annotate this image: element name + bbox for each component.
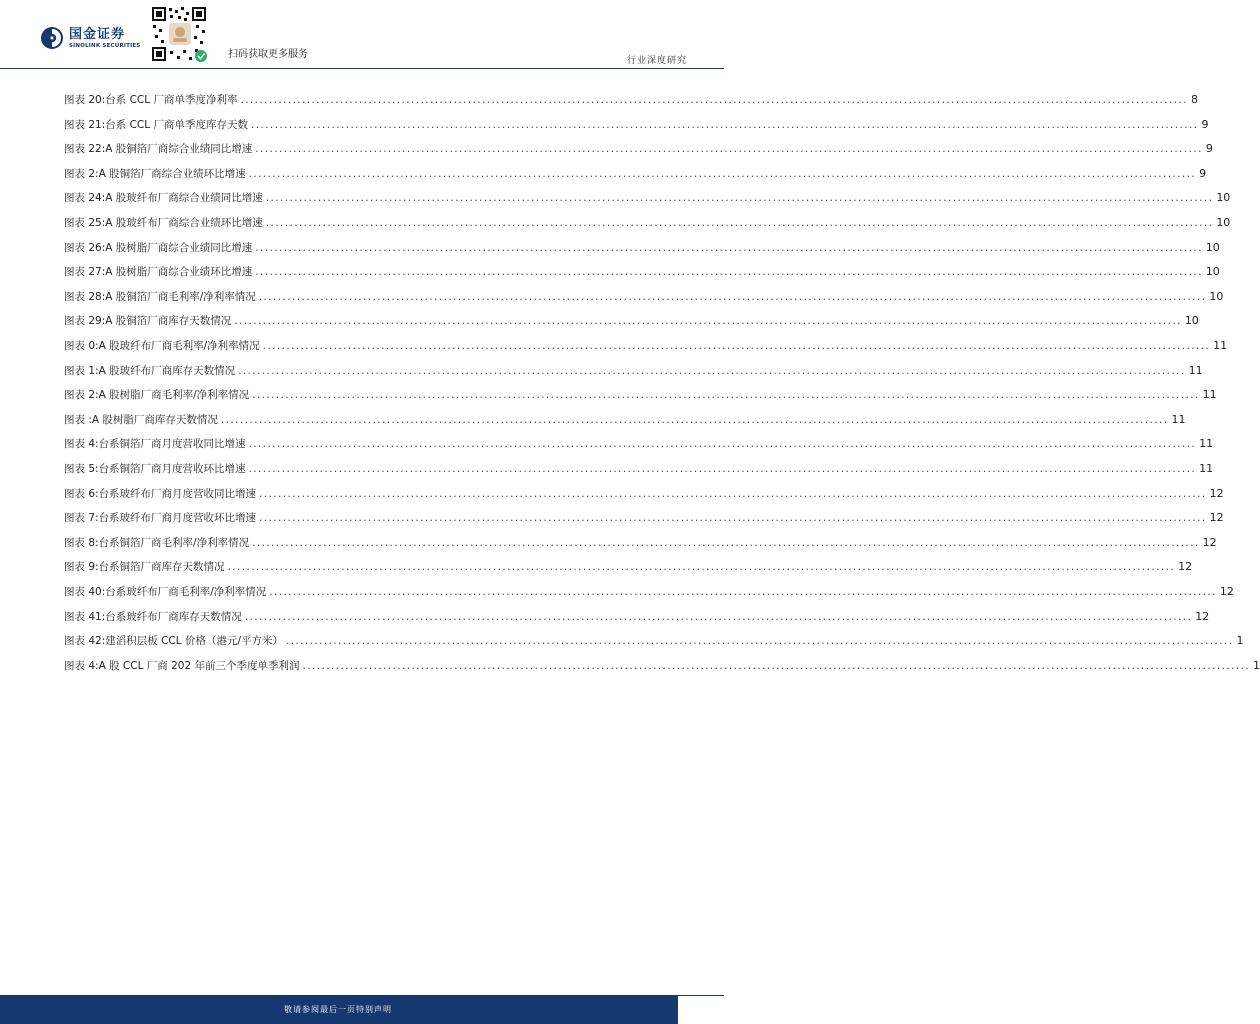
- toc-entry-page: 10: [1184, 314, 1199, 328]
- qr-code-icon[interactable]: [150, 5, 208, 63]
- toc-entry-label: 图表 21:: [64, 118, 106, 131]
- toc-entry-label: 图表 0:: [64, 340, 99, 352]
- toc-entry-label: 图表 42:: [64, 635, 106, 648]
- toc-entry-title: A 股树脂厂商库存天数情况: [91, 413, 218, 426]
- toc-leader-dots: ........................................................................................................................................................................................................: [265, 217, 1214, 229]
- toc-entry[interactable]: [64, 142, 1213, 156]
- toc-entry[interactable]: [64, 462, 1214, 476]
- toc-entry-page: 11: [1213, 339, 1228, 352]
- toc-entry-label: 图表 27:: [64, 266, 106, 279]
- toc-entry[interactable]: [64, 486, 1224, 501]
- toc-entry-label: 图表 5:: [64, 463, 99, 475]
- logo-english-name: SINOLINK SECURITIES: [69, 42, 141, 49]
- toc-entry-page: 10: [1205, 265, 1220, 279]
- toc-entry-label: 图表 41:: [64, 610, 106, 623]
- toc-entry-label: 图表 8:: [64, 536, 99, 549]
- toc-entry-title: 台系玻纤布厂商月度营收环比增速: [98, 512, 257, 525]
- toc-entry-page: 12: [1195, 609, 1210, 623]
- toc-entry[interactable]: [64, 634, 1244, 648]
- toc-entry[interactable]: [64, 339, 1228, 353]
- toc-entry-page: 9: [1205, 142, 1213, 156]
- toc-entry[interactable]: [64, 240, 1220, 255]
- toc-entry-title: A 股 CCL 厂商 202 年前三个季度单季利润: [98, 659, 300, 672]
- toc-leader-dots: ........................................................................................................................................................................................................: [244, 610, 1193, 623]
- toc-entry-title: A 股树脂厂商毛利率/净利率情况: [98, 389, 250, 402]
- toc-entry-title: A 股玻纤布厂商毛利率/净利率情况: [98, 340, 260, 352]
- toc-entry-label: 图表 2:: [64, 167, 99, 180]
- toc-entry-title: A 股玻纤布厂商综合业绩环比增速: [105, 217, 263, 229]
- toc-leader-dots: ........................................................................................................................................................................................................: [252, 389, 1200, 402]
- toc-entry[interactable]: [64, 609, 1210, 624]
- company-logo: [40, 26, 140, 50]
- toc-entry-page: 10: [1209, 289, 1224, 303]
- toc-entry-title: 台系铜箔厂商月度营收同比增速: [98, 438, 246, 451]
- toc-leader-dots: ........................................................................................................................................................................................................: [258, 290, 1207, 303]
- toc-entry-title: 台系玻纤布厂商库存天数情况: [105, 610, 242, 623]
- toc-entry[interactable]: [64, 191, 1231, 205]
- toc-entry-label: 图表 4:: [64, 438, 99, 451]
- toc-entry[interactable]: [64, 265, 1220, 279]
- toc-entry-label: 图表 24:: [64, 192, 106, 205]
- toc-leader-dots: ........................................................................................................................................................................................................: [252, 536, 1200, 549]
- toc-entry-page: 10: [1216, 216, 1231, 229]
- toc-entry[interactable]: [64, 216, 1231, 230]
- toc-entry-title: 台系 CCL 厂商单季度净利率: [105, 94, 238, 106]
- toc-entry-title: A 股玻纤布厂商综合业绩同比增速: [105, 192, 263, 205]
- logo-chinese-name: 国金证券: [69, 26, 126, 42]
- toc-entry-page: 10: [1205, 240, 1220, 254]
- sinolink-logo-icon: [40, 26, 64, 50]
- toc-entry-title: 台系铜箔厂商毛利率/净利率情况: [98, 536, 250, 549]
- toc-entry[interactable]: [64, 658, 1260, 673]
- toc-entry-label: 图表 25:: [64, 217, 106, 229]
- toc-leader-dots: ........................................................................................................................................................................................................: [269, 586, 1217, 598]
- toc-entry-label: 图表 4:: [64, 659, 99, 672]
- toc-leader-dots: ........................................................................................................................................................................................................: [255, 241, 1203, 254]
- toc-entry-label: 图表 20:: [64, 94, 106, 106]
- toc-entry-page: 11: [1199, 462, 1214, 475]
- toc-leader-dots: ........................................................................................................................................................................................................: [240, 94, 1188, 106]
- footer-disclaimer: 敬请参阅最后一页特别声明: [284, 1005, 392, 1014]
- toc-leader-dots: ........................................................................................................................................................................................................: [248, 438, 1197, 451]
- toc-entry-page: 8: [1190, 93, 1198, 106]
- toc-entry-title: A 股树脂厂商综合业绩同比增速: [105, 241, 253, 254]
- toc-entry-label: 图表 9:: [64, 561, 99, 574]
- toc-entry-label: 图表 29:: [64, 315, 106, 328]
- toc-entry[interactable]: [64, 560, 1193, 574]
- toc-entry-label: 图表 28:: [64, 290, 106, 303]
- toc-entry-page: 9: [1201, 117, 1209, 131]
- toc-leader-dots: ........................................................................................................................................................................................................: [285, 635, 1234, 648]
- toc-entry[interactable]: [64, 437, 1214, 451]
- qr-caption: 扫码获取更多服务: [228, 49, 308, 60]
- toc-entry-label: 图表 40:: [64, 586, 106, 598]
- toc-entry-title: A 股铜箔厂商毛利率/净利率情况: [105, 290, 256, 303]
- toc-entry-page: 12: [1202, 535, 1217, 549]
- toc-leader-dots: ........................................................................................................................................................................................................: [238, 364, 1186, 377]
- toc-entry[interactable]: [64, 585, 1234, 599]
- toc-leader-dots: ........................................................................................................................................................................................................: [248, 167, 1197, 180]
- header-divider: [0, 68, 724, 69]
- report-type-label: 行业深度研究: [626, 56, 687, 66]
- toc-entry-label: 图表 :: [64, 413, 92, 426]
- toc-entry[interactable]: [64, 535, 1217, 550]
- toc-leader-dots: ........................................................................................................................................................................................................: [265, 192, 1214, 205]
- toc-leader-dots: ........................................................................................................................................................................................................: [262, 340, 1211, 352]
- toc-entry-label: 图表 6:: [64, 487, 99, 500]
- toc-leader-dots: ........................................................................................................................................................................................................: [248, 463, 1197, 475]
- toc-entry-page: 12: [1209, 511, 1224, 525]
- toc-leader-dots: ........................................................................................................................................................................................................: [259, 487, 1207, 500]
- toc-entry-page: 11: [1188, 363, 1203, 377]
- toc-leader-dots: ........................................................................................................................................................................................................: [220, 413, 1169, 426]
- toc-entry-title: 台系玻纤布厂商月度营收同比增速: [98, 487, 257, 500]
- toc-entry-title: A 股铜箔厂商综合业绩同比增速: [105, 143, 253, 156]
- toc-entry-page: 12: [1219, 585, 1234, 598]
- toc-entry-title: A 股树脂厂商综合业绩环比增速: [105, 266, 253, 279]
- toc-entry-page: 11: [1171, 412, 1186, 426]
- footer-page-box: [678, 996, 724, 1024]
- toc-entry-title: 台系铜箔厂商库存天数情况: [98, 561, 225, 574]
- toc-entry-title: A 股铜箔厂商库存天数情况: [105, 315, 232, 328]
- toc-entry-title: 建滔积层板 CCL 价格（港元/平方米）: [105, 635, 283, 648]
- toc-entry-page: 1: [1253, 658, 1260, 672]
- toc-entry-page: 11: [1199, 437, 1214, 451]
- toc-entry-page: 12: [1209, 486, 1224, 500]
- toc-entry-page: 9: [1199, 166, 1207, 180]
- toc-entry[interactable]: [64, 93, 1198, 107]
- toc-leader-dots: ........................................................................................................................................................................................................: [227, 561, 1176, 574]
- toc-entry[interactable]: [64, 166, 1207, 181]
- toc-entry-label: 图表 26:: [64, 241, 106, 254]
- toc-leader-dots: ........................................................................................................................................................................................................: [234, 315, 1182, 328]
- toc-entry-title: A 股铜箔厂商综合业绩环比增速: [98, 167, 246, 180]
- toc-entry-label: 图表 7:: [64, 512, 99, 525]
- toc-entry-page: 11: [1202, 388, 1217, 402]
- toc-entry-label: 图表 2:: [64, 389, 99, 402]
- toc-entry-page: 10: [1216, 191, 1231, 205]
- toc-entry[interactable]: [64, 511, 1224, 525]
- toc-leader-dots: ........................................................................................................................................................................................................: [255, 266, 1203, 279]
- toc-entry-label: 图表 1:: [64, 364, 99, 377]
- toc-entry[interactable]: [64, 412, 1186, 427]
- toc-entry[interactable]: [64, 314, 1199, 328]
- toc-entry-page: 1: [1236, 634, 1244, 648]
- toc-entry-title: 台系铜箔厂商月度营收环比增速: [98, 463, 246, 475]
- toc-entry[interactable]: [64, 117, 1209, 132]
- toc-entry[interactable]: [64, 363, 1203, 378]
- toc-entry[interactable]: [64, 388, 1217, 402]
- toc-entry-page: 12: [1178, 560, 1193, 574]
- toc-entry-title: A 股玻纤布厂商库存天数情况: [98, 364, 236, 377]
- toc-leader-dots: ........................................................................................................................................................................................................: [259, 512, 1207, 525]
- toc-entry-title: 台系玻纤布厂商毛利率/净利率情况: [105, 586, 267, 598]
- toc-entry-label: 图表 22:: [64, 143, 106, 156]
- toc-entry-title: 台系 CCL 厂商单季度库存天数: [105, 118, 248, 131]
- toc-entry[interactable]: [64, 289, 1224, 304]
- toc-leader-dots: ........................................................................................................................................................................................................: [255, 143, 1203, 156]
- page-header: [0, 0, 724, 70]
- toc-leader-dots: ........................................................................................................................................................................................................: [302, 659, 1251, 672]
- toc-leader-dots: ........................................................................................................................................................................................................: [250, 118, 1199, 131]
- page-footer: [0, 995, 724, 1024]
